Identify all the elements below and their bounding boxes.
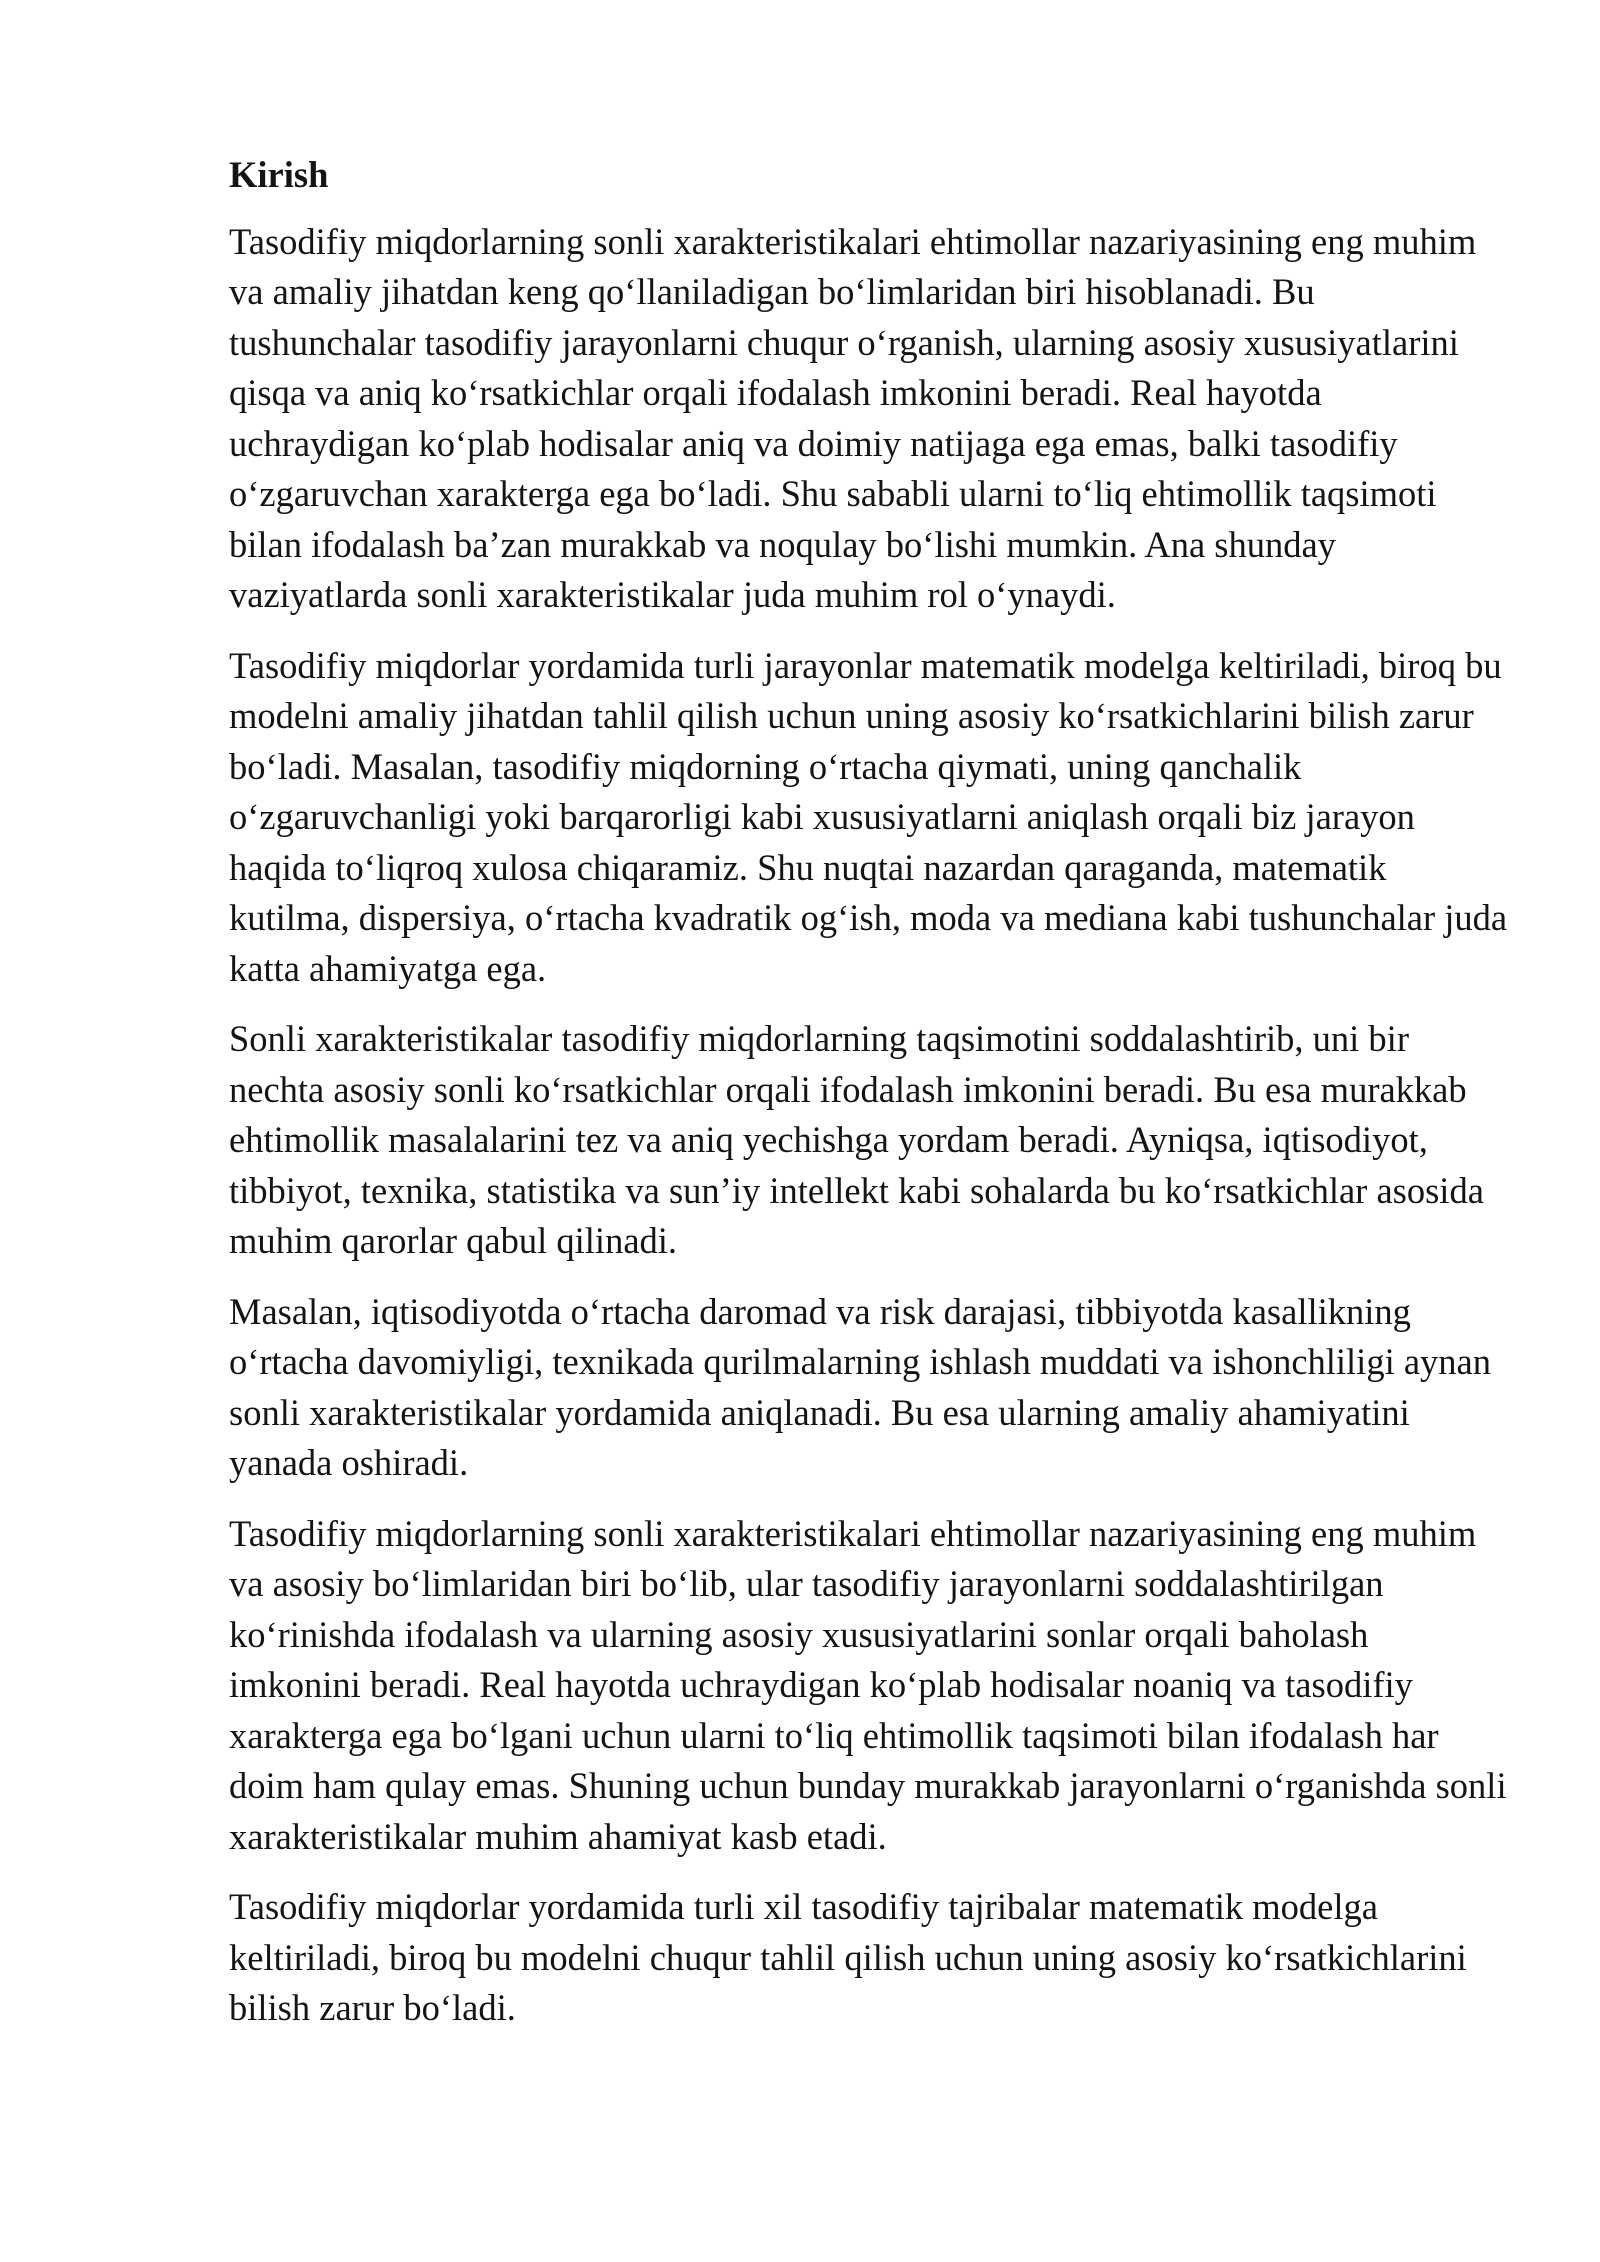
- paragraph-4: Masalan, iqtisodiyotda o‘rtacha daromad va risk darajasi, tibbiyotda kasallikning o‘rtacha davomiyligi, texnikada qurilmalarning ishlash muddati va ishonchliligi aynan sonli xarakteristikalar yordamida aniqlanadi. Bu esa ularning amaliy ahamiyatini yanada oshiradi.: [229, 1290, 1491, 1483]
- document-page: [229, 150, 1509, 2054]
- paragraph-3: Sonli xarakteristikalar tasodifiy miqdorlarning taqsimotini soddalashtirib, uni bir nechta asosiy sonli ko‘rsatkichlar orqali ifodalash imkonini beradi. Bu esa murakkab ehtimollik masalalarini tez va aniq yechishga yordam beradi. Ayniqsa, iqtisodiyot, tibbiyot, texnika, statistika va sun’iy intellekt kabi sohalarda bu ko‘rsatkichlar asosida muhim qarorlar qabul qilinadi.: [229, 1018, 1484, 1261]
- section-heading: Kirish: [229, 154, 329, 195]
- paragraph-5: Tasodifiy miqdorlarning sonli xarakteristikalari ehtimollar nazariyasining eng muhim va asosiy bo‘limlaridan biri bo‘lib, ular tasodifiy jarayonlarni soddalashtirilgan ko‘rinishda ifodalash va ularning asosiy xususiyatlarini sonlar orqali baholash imkonini beradi. Real hayotda uchraydigan ko‘plab hodisalar noaniq va tasodifiy xarakterga ega bo‘lgani uchun ularni to‘liq ehtimollik taqsimoti bilan ifodalash har doim ham qulay emas. Shuning uchun bunday murakkab jarayonlarni o‘rganishda sonli xarakteristikalar muhim ahamiyat kasb etadi.: [229, 1512, 1507, 1857]
- paragraph-1: Tasodifiy miqdorlarning sonli xarakteristikalari ehtimollar nazariyasining eng muhim va amaliy jihatdan keng qo‘llaniladigan bo‘limlaridan biri hisoblanadi. Bu tushunchalar tasodifiy jarayonlarni chuqur o‘rganish, ularning asosiy xususiyatlarini qisqa va aniq ko‘rsatkichlar orqali ifodalash imkonini beradi. Real hayotda uchraydigan ko‘plab hodisalar aniq va doimiy natijaga ega emas, balki tasodifiy o‘zgaruvchan xarakterga ega bo‘ladi. Shu sababli ularni to‘liq ehtimollik taqsimoti bilan ifodalash ba’zan murakkab va noqulay bo‘lishi mumkin. Ana shunday vaziyatlarda sonli xarakteristikalar juda muhim rol o‘ynaydi.: [229, 220, 1477, 615]
- paragraph-2: Tasodifiy miqdorlar yordamida turli jarayonlar matematik modelga keltiriladi, biroq bu modelni amaliy jihatdan tahlil qilish uchun uning asosiy ko‘rsatkichlarini bilish zarur bo‘ladi. Masalan, tasodifiy miqdorning o‘rtacha qiymati, uning qanchalik o‘zgaruvchanligi yoki barqarorligi kabi xususiyatlarni aniqlash orqali biz jarayon haqida to‘liqroq xulosa chiqaramiz. Shu nuqtai nazardan qaraganda, matematik kutilma, dispersiya, o‘rtacha kvadratik og‘ish, moda va mediana kabi tushunchalar juda katta ahamiyatga ega.: [229, 644, 1508, 989]
- paragraph-6: Tasodifiy miqdorlar yordamida turli xil tasodifiy tajribalar matematik modelga keltiriladi, biroq bu modelni chuqur tahlil qilish uchun uning asosiy ko‘rsatkichlarini bilish zarur bo‘ladi.: [229, 1886, 1467, 2028]
